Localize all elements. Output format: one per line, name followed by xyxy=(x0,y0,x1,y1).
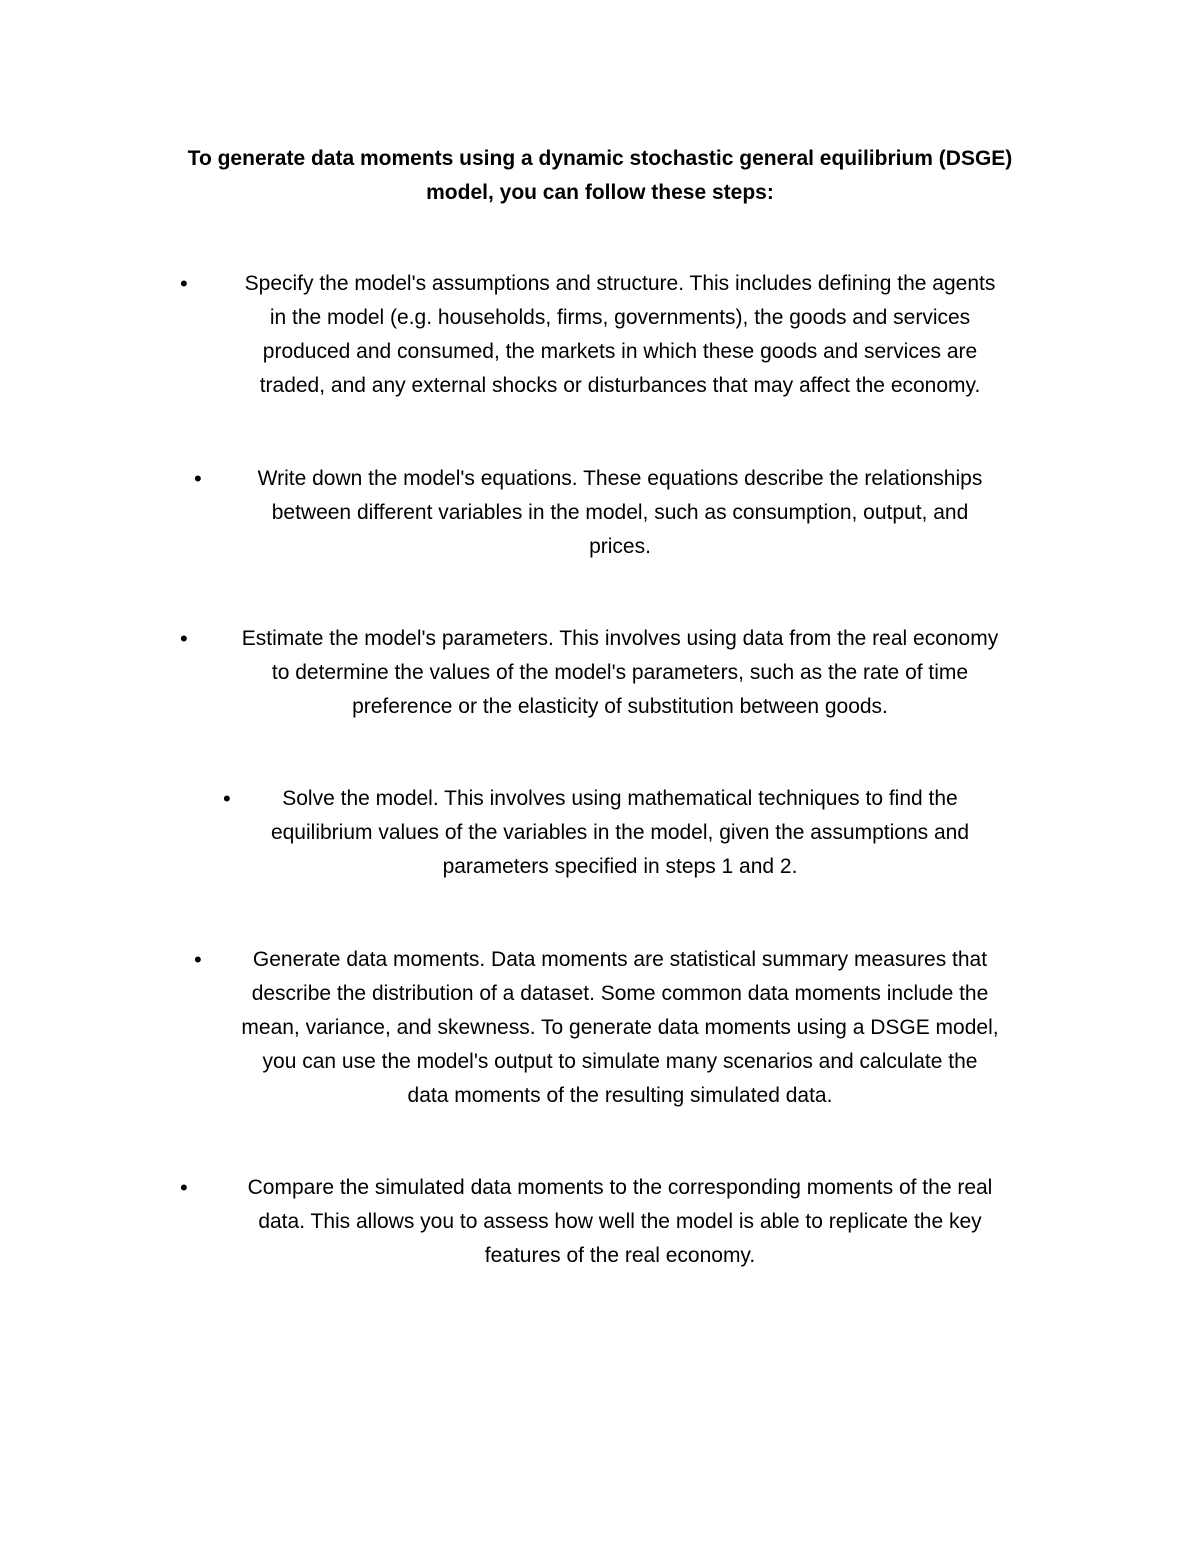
step-line: Generate data moments. Data moments are statistical summary measures that xyxy=(252,948,988,971)
step-line: data. This allows you to assess how well the model is able to replicate the key xyxy=(258,1210,982,1233)
step-text xyxy=(180,782,1060,884)
step-text xyxy=(180,267,1060,403)
step-line: parameters specified in steps 1 and 2. xyxy=(442,855,798,878)
bullet-icon: • xyxy=(194,947,202,972)
step-line: Estimate the model's parameters. This involves using data from the real economy xyxy=(241,627,999,650)
step-line: to determine the values of the model's parameters, such as the rate of time xyxy=(271,661,969,684)
step-line: mean, variance, and skewness. To generate data moments using a DSGE model, xyxy=(241,1016,999,1039)
bullet-icon: • xyxy=(180,626,188,651)
step-line: preference or the elasticity of substitution between goods. xyxy=(352,695,888,718)
step-line: traded, and any external shocks or disturbances that may affect the economy. xyxy=(259,374,981,397)
step-line: between different variables in the model, such as consumption, output, and xyxy=(271,501,969,524)
list-item-step-1 xyxy=(180,267,1060,403)
step-line: you can use the model's output to simulate many scenarios and calculate the xyxy=(262,1050,978,1073)
bullet-icon: • xyxy=(180,1175,188,1200)
bullet-icon: • xyxy=(194,466,202,491)
page-title xyxy=(150,142,1050,210)
step-line: equilibrium values of the variables in the model, given the assumptions and xyxy=(270,821,970,844)
list-item-step-6 xyxy=(180,1171,1060,1273)
title-line: To generate data moments using a dynamic stochastic general equilibrium (DSGE) xyxy=(187,147,1013,170)
list-item-step-3 xyxy=(180,622,1060,724)
title-line: model, you can follow these steps: xyxy=(426,181,774,204)
bullet-icon: • xyxy=(223,786,231,811)
step-text xyxy=(180,462,1060,564)
step-line: features of the real economy. xyxy=(484,1244,756,1267)
step-line: data moments of the resulting simulated data. xyxy=(407,1084,833,1107)
step-line: Compare the simulated data moments to the corresponding moments of the real xyxy=(247,1176,993,1199)
step-line: in the model (e.g. households, firms, governments), the goods and services xyxy=(269,306,971,329)
list-item-step-2 xyxy=(180,462,1060,564)
list-item-step-5 xyxy=(180,943,1060,1113)
step-line: prices. xyxy=(589,535,651,558)
step-text xyxy=(180,1171,1060,1273)
list-item-step-4 xyxy=(180,782,1060,884)
bullet-icon: • xyxy=(180,271,188,296)
step-line: describe the distribution of a dataset. Some common data moments include the xyxy=(251,982,989,1005)
step-text xyxy=(180,943,1060,1113)
step-line: Solve the model. This involves using mathematical techniques to find the xyxy=(282,787,958,810)
step-line: Specify the model's assumptions and structure. This includes defining the agents xyxy=(244,272,996,295)
step-line: produced and consumed, the markets in which these goods and services are xyxy=(262,340,978,363)
step-text xyxy=(180,622,1060,724)
step-line: Write down the model's equations. These equations describe the relationships xyxy=(257,467,983,490)
